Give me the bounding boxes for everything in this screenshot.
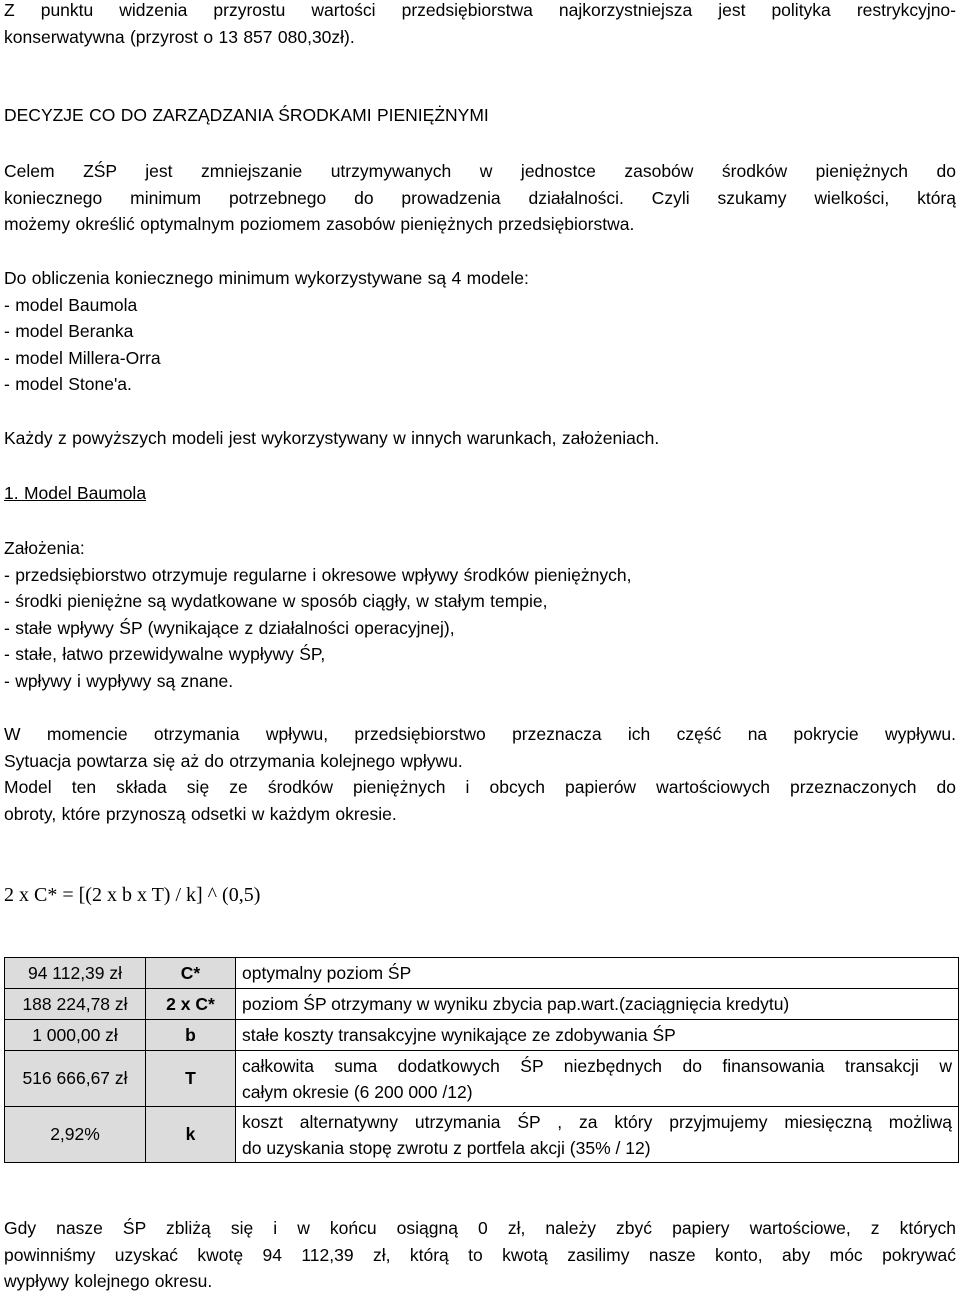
assumptions-list <box>4 535 956 694</box>
amount-cell: 94 112,39 zł <box>5 958 146 989</box>
amount-cell: 188 224,78 zł <box>5 989 146 1020</box>
symbol-cell: C* <box>146 958 236 989</box>
goal-paragraph <box>4 158 956 238</box>
conclusion-paragraph <box>4 1215 956 1295</box>
section-heading: DECYZJE CO DO ZARZĄDZANIA ŚRODKAMI PIENIĘŻNYMI <box>4 105 489 125</box>
mechanism-line-4: obroty, które przynoszą odsetki w każdym okresie. <box>4 803 397 824</box>
conclusion-line-2: powinniśmy uzyskać kwotę 94 112,39 zł, którą to kwotą zasilimy nasze konto, aby móc pokrywać <box>4 1244 956 1265</box>
amount-cell: 2,92% <box>5 1107 146 1163</box>
assumption-item: - stałe, łatwo przewidywalne wypływy ŚP, <box>4 644 326 664</box>
intro-line-1: Z punktu widzenia przyrostu wartości przedsiębiorstwa najkorzystniejsza jest polityka restrykcyjno- <box>4 0 956 20</box>
assumption-item: - stałe wpływy ŚP (wynikające z działalności operacyjnej), <box>4 617 455 638</box>
model-item: - model Millera-Orra <box>4 347 161 368</box>
goal-line-3: możemy określić optymalnym poziomem zasobów pieniężnych przedsiębiorstwa. <box>4 214 635 234</box>
symbol-cell: k <box>146 1107 236 1163</box>
assumption-item: - środki pieniężne są wydatkowane w sposób ciągły, w stałym tempie, <box>4 591 548 611</box>
table-row <box>5 1107 959 1163</box>
models-note: Każdy z powyższych modeli jest wykorzystywany w innych warunkach, założeniach. <box>4 428 660 448</box>
description-cell: stałe koszty transakcyjne wynikające ze zdobywania ŚP <box>236 1020 959 1051</box>
symbol-cell: 2 x C* <box>146 989 236 1020</box>
mechanism-line-2: Sytuacja powtarza się aż do otrzymania kolejnego wpływu. <box>4 750 463 771</box>
mechanism-paragraph <box>4 721 956 827</box>
table-row <box>5 958 959 989</box>
conclusion-line-3: wypływy kolejnego okresu. <box>4 1271 213 1291</box>
model-item: - model Beranka <box>4 321 134 341</box>
models-intro: Do obliczenia koniecznego minimum wykorzystywane są 4 modele: <box>4 268 529 288</box>
table-row <box>5 989 959 1020</box>
amount-cell: 516 666,67 zł <box>5 1051 146 1107</box>
intro-paragraph <box>4 0 956 50</box>
assumption-item: - przedsiębiorstwo otrzymuje regularne i okresowe wpływy środków pieniężnych, <box>4 564 632 585</box>
baumol-formula: 2 x C* = [(2 x b x T) / k] ^ (0,5) <box>4 884 261 906</box>
mechanism-line-3: Model ten składa się ze środków pieniężnych i obcych papierów wartościowych przeznaczonych do <box>4 777 956 797</box>
goal-line-1: Celem ZŚP jest zmniejszanie utrzymywanych w jednostce zasobów środków pieniężnych do <box>4 161 956 181</box>
mechanism-line-1: W momencie otrzymania wpływu, przedsiębiorstwo przeznacza ich część na pokrycie wypływu. <box>4 724 956 744</box>
parameters-table <box>4 957 959 1163</box>
description-cell: całkowita suma dodatkowych ŚP niezbędnych do finansowania transakcji w całym okresie (6 200 000 /12) <box>236 1051 959 1107</box>
description-cell: poziom ŚP otrzymany w wyniku zbycia pap.wart.(zaciągnięcia kredytu) <box>236 989 959 1020</box>
symbol-cell: T <box>146 1051 236 1107</box>
conclusion-line-1: Gdy nasze ŚP zbliżą się i w końcu osiągną 0 zł, należy zbyć papiery wartościowe, z których <box>4 1218 956 1238</box>
models-list <box>4 265 956 398</box>
table-row <box>5 1051 959 1107</box>
symbol-cell: b <box>146 1020 236 1051</box>
intro-line-2: konserwatywna (przyrost o 13 857 080,30zł). <box>4 26 355 47</box>
description-cell: koszt alternatywny utrzymania ŚP , za który przyjmujemy miesięczną możliwą do uzyskania stopę zwrotu z portfela akcji (35% / 12) <box>236 1107 959 1163</box>
baumol-heading: 1. Model Baumola <box>4 483 147 503</box>
description-cell: optymalny poziom ŚP <box>236 958 959 989</box>
goal-line-2: koniecznego minimum potrzebnego do prowadzenia działalności. Czyli szukamy wielkości, którą <box>4 187 956 208</box>
assumption-item: - wpływy i wypływy są znane. <box>4 670 234 691</box>
table-row <box>5 1020 959 1051</box>
model-item: - model Baumola <box>4 294 138 315</box>
amount-cell: 1 000,00 zł <box>5 1020 146 1051</box>
assumptions-title: Założenia: <box>4 538 85 558</box>
model-item: - model Stone'a. <box>4 374 132 394</box>
